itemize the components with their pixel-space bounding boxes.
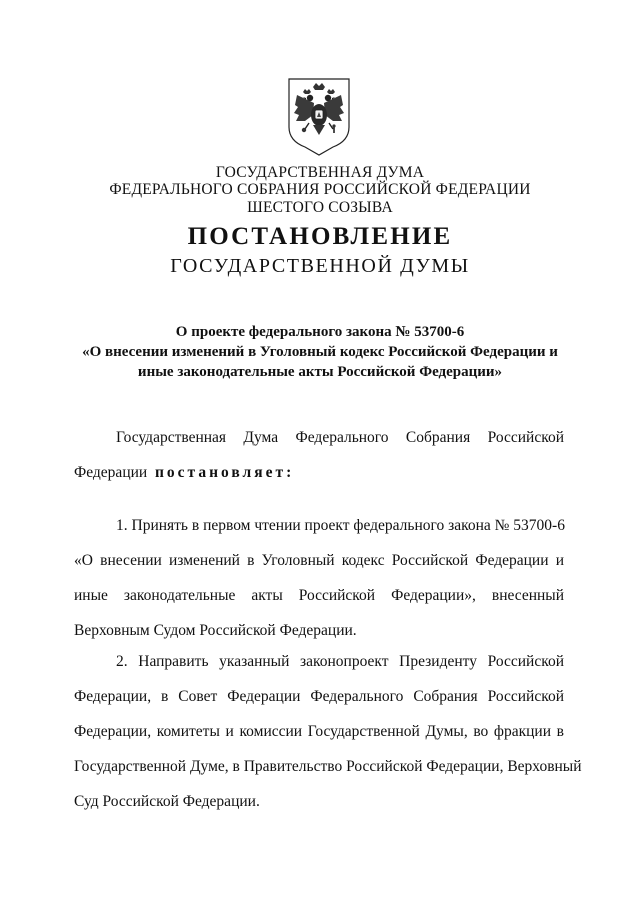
item2-line-3: Федерации, комитеты и комиссии Государственной Думы, во фракции в xyxy=(74,723,564,740)
item2-line-2: Федерации, в Совет Федерации Федерального Собрания Российской xyxy=(74,688,564,705)
intro-text: Федерации xyxy=(74,464,148,481)
item1-line-1: 1. Принять в первом чтении проект федерального закона № 53700-6 xyxy=(116,517,565,534)
resolution-item-1 xyxy=(74,508,564,648)
subject-line-1: О проекте федерального закона № 53700-6 xyxy=(175,324,465,340)
header-line-3: ШЕСТОГО СОЗЫВА xyxy=(247,199,393,216)
item1-line-3: иные законодательные акты Российской Федерации», внесенный xyxy=(74,587,564,604)
header-line-1: ГОСУДАРСТВЕННАЯ ДУМА xyxy=(215,164,425,181)
subject-line-2: «О внесении изменений в Уголовный кодекс Российской Федерации и xyxy=(82,344,558,360)
intro-paragraph xyxy=(74,420,564,490)
item1-line-2: «О внесении изменений в Уголовный кодекс Российской Федерации и xyxy=(74,552,564,569)
russian-coat-of-arms-icon xyxy=(283,75,355,157)
item2-line-4: Государственной Думе, в Правительство Российской Федерации, Верховный xyxy=(74,758,582,775)
document-subject xyxy=(60,322,580,382)
header-convocation xyxy=(0,199,640,217)
header-line-2: ФЕДЕРАЛЬНОГО СОБРАНИЯ РОССИЙСКОЙ ФЕДЕРАЦИИ xyxy=(109,181,531,198)
intro-line-1: Государственная Дума Федерального Собрания Российской xyxy=(116,429,564,446)
item2-line-1: 2. Направить указанный законопроект Президенту Российской xyxy=(116,653,564,670)
document-subtitle: ГОСУДАРСТВЕННОЙ ДУМЫ xyxy=(170,255,470,277)
header-duma xyxy=(0,164,640,182)
header-federal-assembly xyxy=(0,181,640,199)
subject-line-3: иные законодательные акты Российской Федерации» xyxy=(137,364,503,380)
resolves-word: постановляет: xyxy=(154,464,295,481)
item1-line-4: Верховным Судом Российской Федерации. xyxy=(74,622,357,639)
resolution-item-2 xyxy=(74,644,582,819)
item2-line-5: Суд Российской Федерации. xyxy=(74,793,260,810)
document-title: ПОСТАНОВЛЕНИЕ xyxy=(187,223,453,250)
intro-line-2 xyxy=(74,455,564,490)
